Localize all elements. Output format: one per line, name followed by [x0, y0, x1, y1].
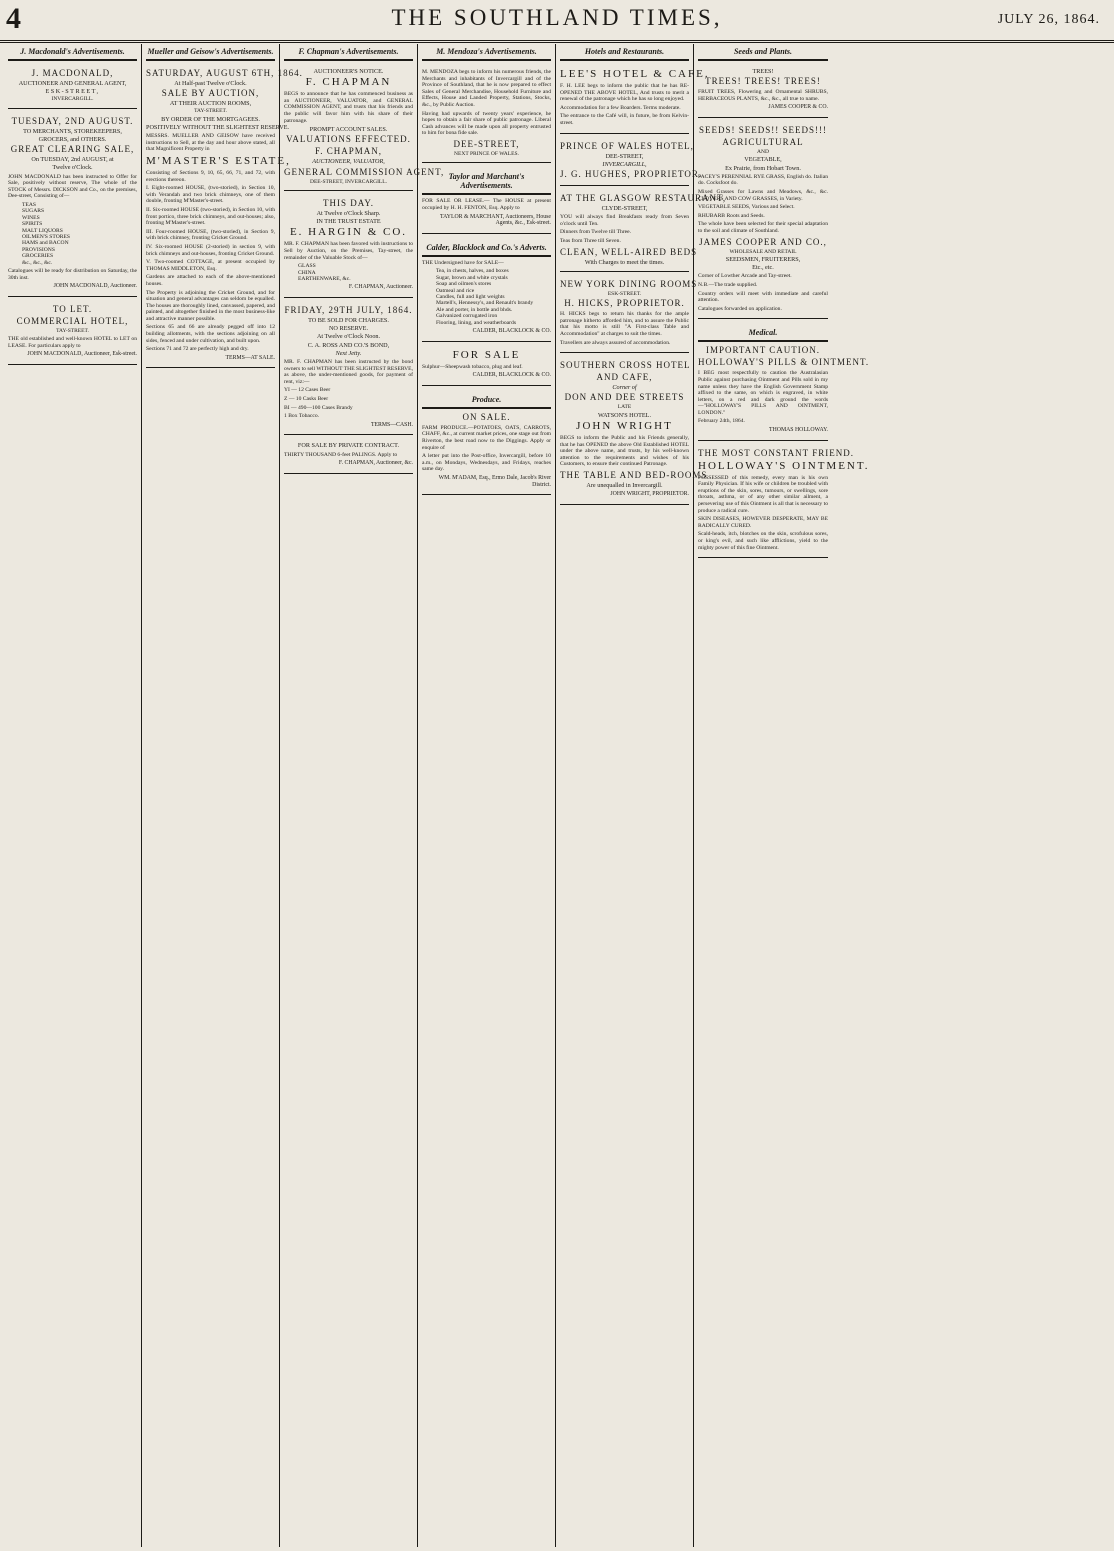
advertisement [422, 237, 551, 342]
ad-paragraph: III. Four-roomed HOUSE, (two-storied), in Section 9, with brick chimney, fronting Cricket Ground. [146, 228, 275, 242]
ad-line: F. CHAPMAN, [314, 146, 383, 157]
ad-paragraph: Sections 65 and 66 are already pegged off into 12 building allotments, with the sections adjoining on all sides, fenced and under cultivation, and built upon. [146, 324, 275, 344]
advertisement [422, 345, 551, 386]
list-item: Soap and oilmen's stores [436, 281, 492, 288]
advertiser-signature: F. CHAPMAN, Auctioneer. [348, 284, 413, 291]
advertisement [560, 189, 727, 272]
advertiser-signature: JOHN MACDONALD, Auctioneer. [53, 283, 137, 290]
column-heading: Seeds and Plants. [698, 44, 828, 61]
advertisement [146, 64, 303, 368]
advertiser-signature: THOMAS HOLLOWAY. [769, 427, 828, 434]
ad-line: THE TABLE AND BED-ROOMS [560, 469, 708, 480]
ad-paragraph: VEGETABLE SEEDS, Various and Select. [698, 204, 795, 211]
ad-line: TAY-STREET. [194, 108, 227, 115]
ad-line: SALE BY AUCTION, [161, 88, 260, 99]
ad-line: GENERAL COMMISSION AGENT, [284, 166, 445, 177]
list-item: SPIRITS [22, 221, 43, 228]
list-item: &c., &c., &c. [22, 259, 53, 266]
ad-line: IMPORTANT CAUTION. [705, 345, 821, 356]
advertisement [698, 444, 870, 559]
ad-paragraph: THE old established and well-known HOTEL to LET on LEASE. For particulars apply to [8, 336, 137, 349]
ad-paragraph: Country orders will meet with immediate and careful attention. [698, 290, 828, 304]
list-item: Flooring, lining, and weatherboards [436, 319, 517, 326]
ad-paragraph: N.B.—The trade supplied. [698, 281, 758, 288]
advertisement-columns [4, 44, 1110, 1547]
ad-line: E. HARGIN & CO. [289, 226, 408, 239]
ad-paragraph: FARM PRODUCE.—POTATOES, OATS, CARROTS, CHAFF, &c., at current market prices, one stage out from Riverton, the best road now to the Diggings. Apply or enquire of [422, 424, 551, 451]
ad-line: AGRICULTURAL [722, 136, 804, 147]
ad-line: Corner of [612, 384, 637, 392]
ad-line: TO MERCHANTS, STOREKEEPERS, [23, 127, 122, 135]
ad-line: ESK-STREET. [607, 290, 642, 297]
advertisement [8, 64, 137, 109]
page-number: 4 [6, 2, 21, 35]
advertiser-signature: CALDER, BLACKLOCK & CO. [472, 327, 551, 334]
ad-paragraph: Scald-heads, itch, blotches on the skin, scrofulous sores, or king's evil, and such like afflictions, yield to the mighty power of this fine Ointment. [698, 531, 828, 551]
ad-paragraph: Having had upwards of twenty years' experience, he hopes to obtain a fair share of public patronage. Liberal Cash advances will be made upon all property entrusted to him for bona fide sale. [422, 110, 551, 137]
masthead [0, 0, 1114, 43]
advertisement [8, 112, 137, 297]
list-item: OILMEN'S STORES [22, 234, 70, 241]
item-list [422, 268, 551, 326]
ad-line: DEE-STREET, INVERCARGILL. [309, 178, 388, 185]
column-4 [418, 44, 556, 1547]
ad-line: PROMPT ACCOUNT SALES. [309, 126, 388, 134]
ad-paragraph: II. Six-roomed HOUSE (two-storied), in Section 10, with front portico, three brick chimneys, and out-houses; also, fronting M'Master's-street. [146, 206, 275, 227]
ad-line: TAY-STREET. [56, 327, 89, 334]
ad-line: VEGETABLE, [744, 156, 782, 164]
ad-line: FOR SALE [452, 348, 521, 361]
ad-paragraph: BEGS to inform the Public and his Friends generally, that he has OPENED the above Old Established HOTEL under the above name, and trusts, by his well-known attention to the requirements and wishes of his Customers, to ensure their continued Patronage. [560, 434, 689, 468]
ad-line: LEE'S HOTEL & CAFE. [560, 68, 710, 80]
ad-line: COMMERCIAL HOTEL, [16, 315, 129, 326]
column-heading: F. Chapman's Advertisements. [284, 44, 413, 61]
ad-paragraph: POSSESSED of this remedy, every man is his own Family Physician. If his wife or children be troubled with eruptions of the skin, sores, tumours, or swellings, sore throats, asthma, or of any other similar ailment, a persevering use of this Ointment is all that is necessary to produce a radical cure. [698, 474, 828, 514]
ad-paragraph: I BEG most respectfully to caution the Australasian Public against purchasing Ointment and Pills sold in my name unless they have the English Government Stamp affixed to the same, on which is engraved, in white letters, on a red and dark ground the words—"HOLLOWAY'S PILLS AND OINTMENT, LONDON." [698, 370, 828, 416]
ad-line: THIS DAY. [322, 197, 374, 208]
ad-line: C. A. ROSS AND CO.'S BOND, [307, 341, 390, 349]
ad-line: SEEDSMEN, FRUITERERS, [725, 255, 801, 263]
ad-paragraph: Catalogues forwarded on application. [698, 305, 782, 312]
advertisement [284, 64, 445, 191]
ad-line: On TUESDAY, 2nd AUGUST, at [31, 156, 114, 164]
ad-paragraph: MR. F. CHAPMAN has been favored with instructions to Sell by Auction, on the Premises, Tay-street, the remainder of the Valuable Stock of— [284, 241, 413, 261]
ad-line: Are unequalled in Invercargill. [586, 481, 663, 489]
ad-line: CLYDE-STREET, [601, 204, 648, 212]
list-item: Sugar, brown and white crystals [436, 274, 508, 281]
ad-line: WATSON'S HOTEL. [597, 411, 652, 419]
ad-paragraph: H. HICKS begs to return his thanks for the ample patronage hitherto afforded him, and to assure the Public that his motto is still "A First-class Table and Accommodation" at charges to suit the times. [560, 311, 689, 337]
ad-line: DON AND DEE STREETS [564, 392, 685, 403]
advertisement [698, 64, 828, 118]
issue-date: JULY 26, 1864. [997, 12, 1100, 27]
ad-paragraph: Accommodation for a few Boarders. Terms moderate. [560, 104, 681, 111]
ad-line: At Half-past Twelve o'Clock. [174, 80, 247, 87]
ad-line: INVERCARGILL. [51, 96, 94, 103]
ad-paragraph: JOHN MACDONALD has been instructed to Offer for Sale, positively without reserve, The whole of the STOCK of Messrs. DICKSON and Co., on the premises, Dee-street, Consisting of— [8, 173, 137, 200]
advertiser-signature: TAYLOR & MARCHANT, Auctioneers, House Agents, &c., Esk-street. [440, 213, 551, 227]
list-item: Candles, full and light weights [436, 293, 505, 300]
list-item: Galvanized corrugated iron [436, 313, 498, 320]
ad-line: M'MASTER'S ESTATE, [146, 155, 291, 167]
section-heading: Produce. [422, 392, 551, 409]
ad-line: GROCERS, and OTHERS. [38, 136, 107, 144]
ad-paragraph: YI — 12 Cases Beer [284, 387, 331, 394]
ad-paragraph: A letter put into the Post-office, Invercargill, before 10 a.m., on Mondays, Wednesdays, and Fridays, reaches same day. [422, 453, 551, 473]
ad-line: AT THEIR AUCTION ROOMS, [169, 100, 252, 108]
ad-line: J. MACDONALD, [31, 68, 114, 78]
advertiser-signature: JOHN WRIGHT, PROPRIETOR. [610, 491, 689, 498]
ad-paragraph: Sulphur—Sheepwash tobacco, plug and leaf. [422, 363, 523, 370]
ad-line: NEW YORK DINING ROOMS [560, 278, 698, 289]
list-item: SUGARS [22, 208, 45, 215]
ad-paragraph: I. Eight-roomed HOUSE, (two-storied), in Section 10, with Verandah and two brick chimneys, one of them double, fronting M'Master's-street. [146, 185, 275, 205]
ad-paragraph: Dinners from Twelve till Three. [560, 229, 632, 236]
ad-paragraph: Sections 71 and 72 are perfectly high and dry. [146, 346, 249, 353]
ad-line: Ex Prairie, from Hobart Town. [725, 164, 801, 172]
ad-line: POSITIVELY WITHOUT THE SLIGHTEST RESERVE. [146, 124, 290, 132]
column-heading: Hotels and Restaurants. [560, 44, 689, 61]
ad-line: TREES! [752, 68, 774, 75]
ad-line: DEE-STREET, [605, 152, 644, 160]
ad-line: NEXT PRINCE OF WALES. [454, 150, 519, 157]
ad-line: AUCTIONEER AND GENERAL AGENT, [18, 80, 127, 87]
ad-line: F. CHAPMAN [305, 76, 392, 89]
ad-line: INVERCARGILL, [602, 160, 647, 168]
ad-line: BY ORDER OF THE MORTGAGEES. [161, 115, 260, 123]
column-1 [4, 44, 142, 1547]
ad-paragraph: THE Undersigned have for SALE— [422, 259, 504, 266]
ad-line: THE MOST CONSTANT FRIEND. [698, 447, 854, 458]
section-heading: Calder, Blacklock and Co.'s Adverts. [422, 240, 551, 257]
ad-paragraph: FOR SALE OR LEASE.— The HOUSE at present occupied by H. H. FENTON, Esq. Apply to [422, 198, 551, 211]
ad-line: VALUATIONS EFFECTED. [286, 134, 411, 145]
advertisement [284, 301, 413, 435]
ad-line: FOR SALE BY PRIVATE CONTRACT. [297, 442, 400, 450]
ad-paragraph: BI — 490—100 Cases Brandy [284, 404, 353, 411]
ad-paragraph: FRUIT TREES, Flowering and Ornamental SHRUBS, HERBACEOUS PLANTS, &c., &c., all true to name. [698, 89, 828, 102]
section-heading: Taylor and Marchant's Advertisements. [422, 169, 551, 195]
ad-line: At Twelve o'Clock Noon. [316, 333, 381, 341]
advertisement [422, 166, 551, 233]
ad-line: DEE-STREET, [453, 138, 520, 149]
list-item: Martell's, Hennessy's, and Renault's brandy [436, 300, 534, 307]
list-item: Oatmeal and rice [436, 287, 475, 294]
ad-line: SATURDAY, AUGUST 6TH, 1864. [146, 68, 303, 78]
ad-paragraph: MESSRS. MUELLER AND GEISOW have received instructions to Sell, at the day and hour above stated, all that Magnificent Property in [146, 133, 275, 153]
ad-line: H. HICKS, PROPRIETOR. [564, 298, 685, 309]
ad-line: At Twelve o'Clock Sharp. [316, 209, 381, 217]
ad-line: TO LET. [52, 303, 93, 314]
ad-line: TO BE SOLD FOR CHARGES. [308, 316, 389, 324]
ad-paragraph: Consisting of Sections 9, 10, 65, 66, 71, and 72, with erections thereon. [146, 170, 275, 183]
advertiser-signature: JAMES COOPER & CO. [768, 104, 828, 111]
ad-paragraph: V. Two-roomed COTTAGE, at present occupied by THOMAS MIDDLETON, Esq. [146, 259, 275, 272]
ad-line: Twelve o'Clock. [52, 164, 93, 172]
item-list [8, 202, 137, 266]
item-list [284, 263, 413, 282]
advertiser-signature: TERMS—AT SALE. [225, 354, 275, 361]
list-item: MALT LIQUORS [22, 227, 63, 234]
ad-paragraph: Catalogues will be ready for distribution on Saturday, the 30th inst. [8, 268, 137, 281]
ad-line: FRIDAY, 29TH JULY, 1864. [284, 304, 413, 315]
ad-line: HOLLOWAY'S OINTMENT. [698, 459, 870, 472]
ad-paragraph: February 24th, 1864. [698, 418, 745, 425]
ad-paragraph: The whole have been selected for their special adaptation to the soil and climate of Southland. [698, 221, 828, 234]
ad-line: IN THE TRUST ESTATE [316, 218, 381, 226]
ad-paragraph: PACEY'S PERENNIAL RYE GRASS, English do. Italian do. Cocksfoot do. [698, 173, 828, 187]
ad-line: GREAT CLEARING SALE, [10, 144, 135, 155]
advertisement [8, 300, 137, 365]
ad-paragraph: The entrance to the Café will, in future, be from Kelvin-street. [560, 113, 689, 126]
advertisement [560, 275, 698, 353]
ad-line: With Charges to meet the times. [584, 258, 665, 266]
ad-paragraph: The Property is adjoining the Cricket Ground, and for situation and general advantages can seldom be equalled. The houses are thoroughly lined, canvassed, papered, and painted, and altogether finished in the most business-like and attractive manner possible. [146, 289, 275, 322]
ad-line: JOHN WRIGHT [576, 419, 673, 432]
ad-paragraph: Mixed Grasses for Lawns and Meadows, &c., &c. CLOVERS AND COW GRASSES, in Variety. [698, 188, 828, 202]
list-item: GLASS [298, 263, 316, 270]
advertiser-signature: CALDER, BLACKLOCK & CO. [472, 372, 551, 379]
ad-paragraph: Teas from Three till Seven. [560, 237, 621, 244]
ad-line: AND CAFE, [596, 372, 653, 383]
list-item: Ale and porter, in bottle and bhds. [436, 306, 513, 313]
ad-line: AUCTIONEER, VALUATOR, [312, 158, 385, 166]
advertisement [560, 137, 703, 186]
advertiser-signature: F. CHAPMAN, Auctioneer, &c. [338, 460, 413, 467]
advertiser-signature: TERMS—CASH. [370, 421, 413, 428]
ad-line: NO RESERVE. [328, 325, 369, 333]
list-item: EARTHENWARE, &c. [298, 275, 351, 282]
advertisement [560, 64, 710, 134]
ad-line: TUESDAY, 2ND AUGUST. [11, 115, 134, 126]
advertisement [422, 64, 551, 163]
ad-paragraph: Corner of Lowther Arcade and Tay-street. [698, 273, 792, 280]
ad-paragraph: BEGS to announce that he has commenced business as an AUCTIONEER, VALUATOR, and GENERAL COMMISSION AGENT, and trusts that his friends and the public will favor him with his share of their patronage. [284, 91, 413, 124]
ad-line: ON SALE. [462, 411, 511, 422]
ad-paragraph: THIRTY THOUSAND 6-feet PALINGS. Apply to [284, 451, 398, 458]
advertisement [560, 356, 708, 505]
ad-line: PRINCE OF WALES HOTEL, [560, 140, 694, 151]
ad-line: AUCTIONEER'S NOTICE. [313, 68, 384, 75]
ad-paragraph: SKIN DISEASES, HOWEVER DESPERATE, MAY BE RADICALLY CURED. [698, 516, 828, 529]
column-3 [280, 44, 445, 1547]
ad-paragraph: M. MENDOZA begs to inform his numerous friends, the Merchants and inhabitants of Invercargill and of the Province of Southland, that he is now prepared to effect Sales of General Merchandise, Household Furniture and Effects, House and Landed Property, Stations, Stocks, &c., by Public Auction. [422, 69, 551, 108]
ad-line: HOLLOWAY'S PILLS & OINTMENT. [698, 357, 870, 368]
list-item: WINES [22, 214, 40, 221]
ad-paragraph: RHUBARB Roots and Seeds. [698, 212, 765, 219]
ad-line: TREES! TREES! TREES! [705, 76, 821, 87]
advertisement [284, 194, 413, 298]
ad-line: AT THE GLASGOW RESTAURANT, [560, 192, 727, 203]
ad-line: Etc., etc. [752, 264, 774, 272]
list-item: HAMS and BACON [22, 240, 69, 247]
list-item: TEAS [22, 202, 36, 208]
list-item: CHINA [298, 269, 316, 276]
ad-paragraph: IV. Six-roomed HOUSE (2-storied) in section 9, with brick chimneys and out-houses, fronting Cricket Ground. [146, 243, 275, 257]
ad-line: CLEAN, WELL-AIRED BEDS [560, 246, 698, 257]
ad-paragraph: Travellers are always assured of accommodation. [560, 339, 671, 346]
advertisement [698, 322, 870, 440]
ad-line: WHOLESALE AND RETAIL [729, 248, 797, 255]
section-heading: Medical. [698, 325, 828, 342]
ad-paragraph: 1 Box Tobacco. [284, 413, 320, 420]
ad-line: ESK-STREET, [45, 88, 100, 96]
ad-line: Next Jetty. [335, 349, 362, 357]
ad-line: JAMES COOPER AND CO., [699, 236, 827, 247]
column-heading: J. Macdonald's Advertisements. [8, 44, 137, 61]
ad-line: LATE [617, 404, 632, 411]
column-heading: M. Mendoza's Advertisements. [422, 44, 551, 61]
ad-paragraph: YOU will always find Breakfasts ready from Seven o'clock until Ten. [560, 214, 689, 227]
ad-line: SEEDS! SEEDS!! SEEDS!!! [699, 124, 827, 135]
advertiser-signature: WM. M'ADAM, Esq., Ermo Dale, Jacob's River District. [438, 474, 551, 488]
newspaper-title: THE SOUTHLAND TIMES, [391, 5, 723, 30]
ad-line: AND [757, 148, 769, 155]
list-item: PROVISIONS [22, 246, 55, 253]
ad-paragraph: Z — 10 Casks Beer [284, 395, 329, 402]
column-heading: Mueller and Geisow's Advertisements. [146, 44, 275, 61]
ad-paragraph: MR. F. CHAPMAN has been instructed by the bond owners to sell WITHOUT THE SLIGHTEST RESERVE, as above, the under-mentioned goods, for payment of rent, viz:— [284, 359, 413, 385]
list-item: GROCERIES [22, 253, 54, 260]
column-6 [694, 44, 870, 1547]
advertisement [284, 438, 413, 473]
list-item: Tea, in chests, halves, and boxes [436, 268, 509, 275]
advertisement [698, 121, 828, 319]
ad-line: SOUTHERN CROSS HOTEL [560, 360, 691, 371]
ad-paragraph: F. H. LEE begs to inform the public that he has RE-OPENED THE ABOVE HOTEL, And trusts to merit a renewal of the patronage which he has so long enjoyed. [560, 83, 689, 103]
ad-line: J. G. HUGHES, PROPRIETOR. [560, 168, 703, 179]
advertiser-signature: JOHN MACDONALD, Auctioneer, Esk-street. [27, 351, 137, 358]
advertisement [422, 389, 551, 495]
ad-paragraph: Gardens are attached to each of the above-mentioned houses. [146, 274, 275, 287]
